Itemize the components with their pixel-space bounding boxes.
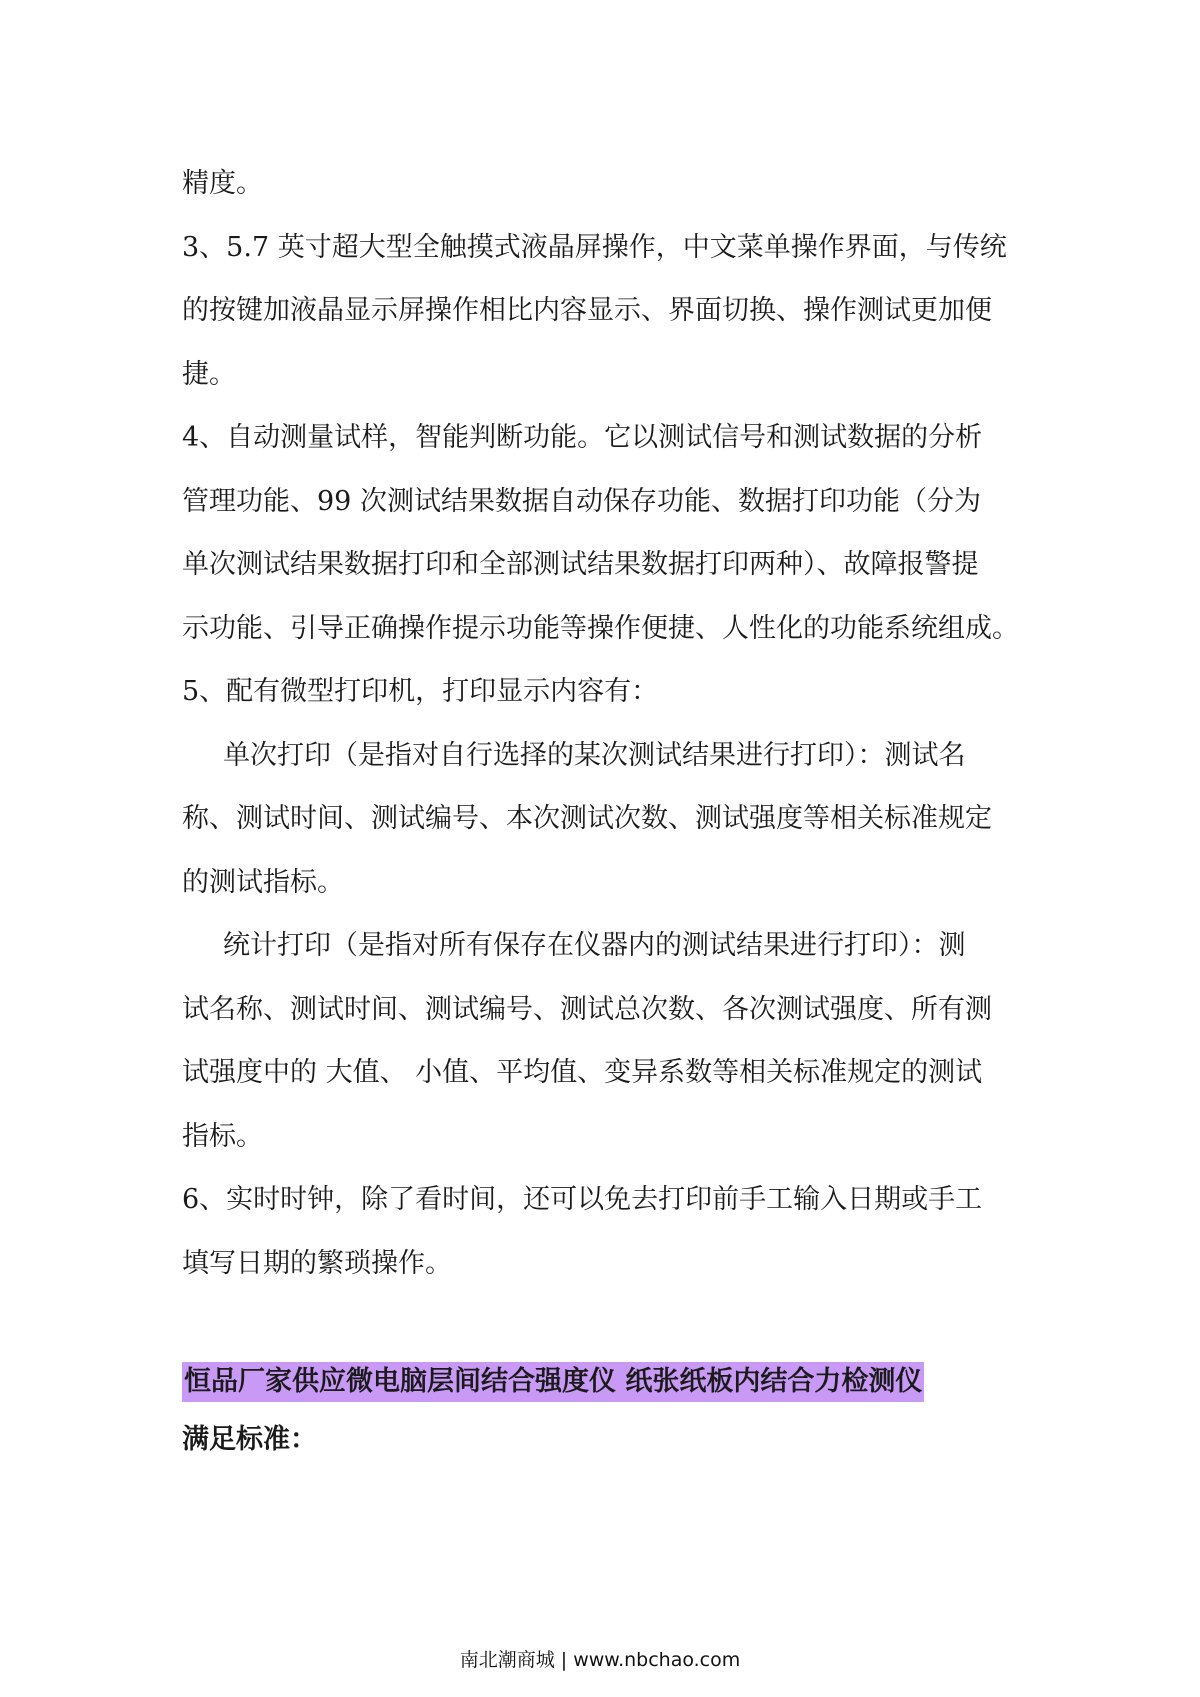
text-line: 5、配有微型打印机，打印显示内容有：	[182, 676, 659, 707]
product-heading-block	[182, 1362, 924, 1402]
text-line: 的测试指标。	[182, 866, 344, 898]
text-line: 3、5.7 英寸超大型全触摸式液晶屏操作，中文菜单操作界面，与传统	[182, 231, 1007, 263]
product-heading: 恒品厂家供应微电脑层间结合强度仪 纸张纸板内结合力检测仪	[182, 1362, 924, 1402]
text-line: 单次测试结果数据打印和全部测试结果数据打印两种）、故障报警提	[182, 549, 979, 580]
text-line: 指标。	[182, 1120, 263, 1152]
text-line: 统计打印（是指对所有保存在仪器内的测试结果进行打印）：测	[223, 930, 966, 961]
standards-heading: 满足标准：	[182, 1424, 317, 1455]
text-line: 试名称、测试时间、测试编号、测试总次数、各次测试强度、所有测	[182, 993, 992, 1025]
text-line: 6、实时时钟，除了看时间，还可以免去打印前手工输入日期或手工	[182, 1184, 983, 1215]
text-line: 捷。	[182, 358, 236, 390]
body-text	[182, 152, 1027, 1295]
text-line: 称、测试时间、测试编号、本次测试次数、测试强度等相关标准规定	[182, 803, 992, 834]
text-line: 示功能、引导正确操作提示功能等操作便捷、人性化的功能系统组成。	[182, 612, 1019, 644]
text-line: 单次打印（是指对自行选择的某次测试结果进行打印）：测试名	[223, 739, 966, 771]
text-line: 的按键加液晶显示屏操作相比内容显示、界面切换、操作测试更加便	[182, 295, 992, 326]
text-line: 管理功能、99 次测试结果数据自动保存功能、数据打印功能（分为	[182, 485, 981, 517]
text-line: 精度。	[182, 168, 263, 199]
text-line: 试强度中的 大值、 小值、平均值、变异系数等相关标准规定的测试	[182, 1057, 983, 1088]
footer-site-link[interactable]: 南北潮商城 | www.nbchao.com	[459, 1649, 741, 1671]
text-line: 4、自动测量试样，智能判断功能。它以测试信号和测试数据的分析	[182, 422, 983, 453]
text-line: 填写日期的繁琐操作。	[182, 1247, 452, 1279]
